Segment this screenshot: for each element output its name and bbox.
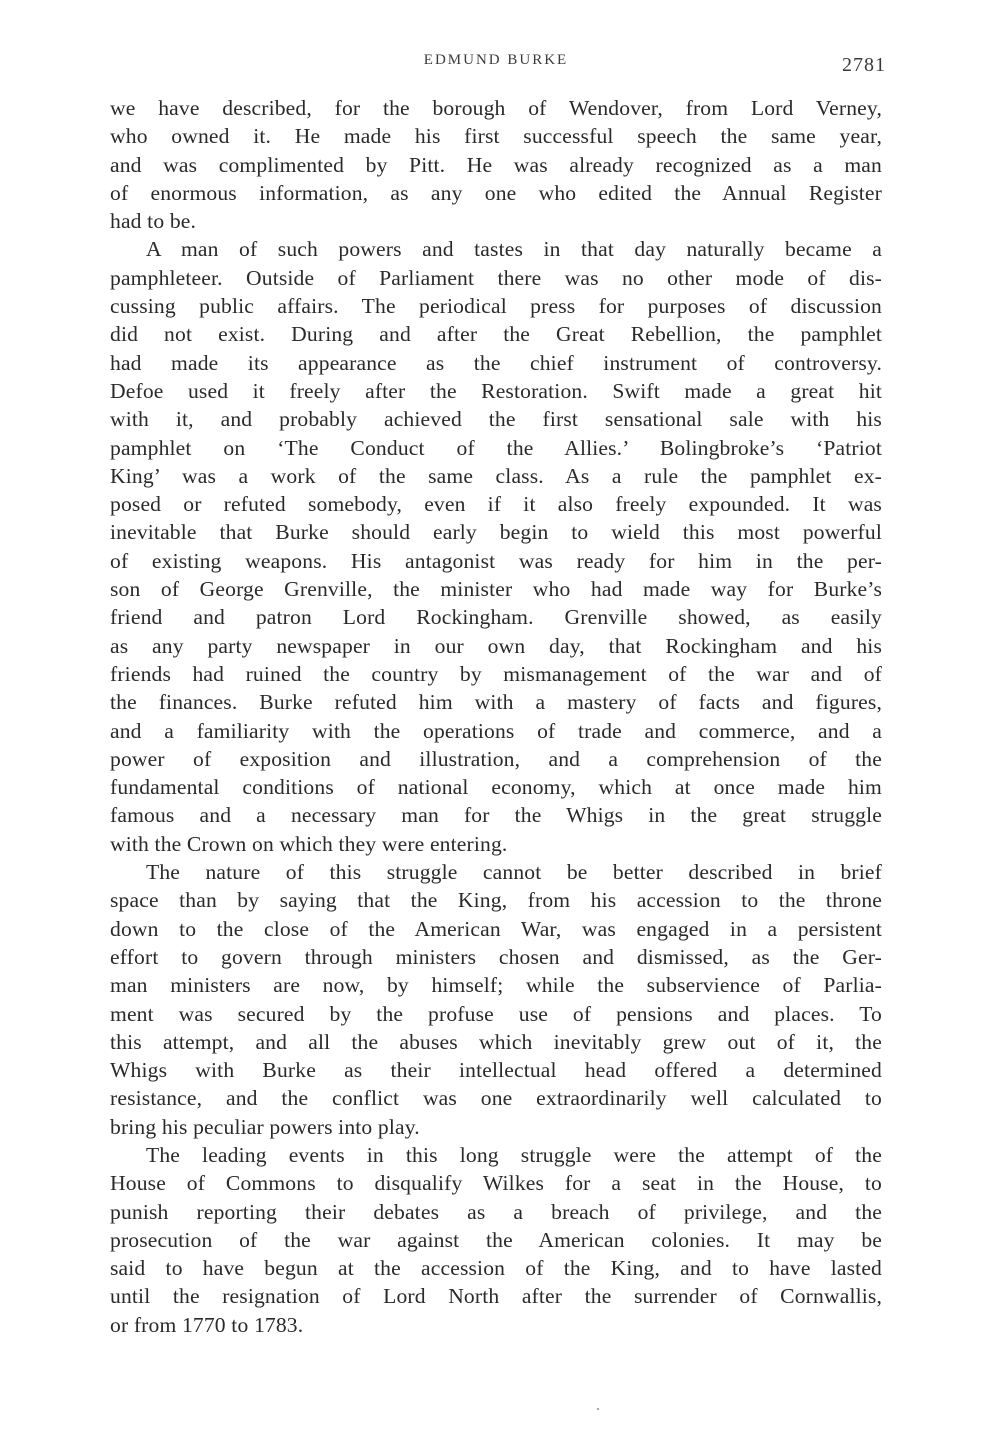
running-head [110,48,886,84]
paragraph [110,1141,882,1339]
text-line: as any party newspaper in our own day, that Rockingham and his [110,633,882,658]
text-line: said to have begun at the accession of the King, and to have lasted [110,1256,882,1281]
text-line: with it, and probably achieved the first sensational sale with his [110,407,882,432]
text-line: bring his peculiar powers into play. [110,1114,420,1139]
text-line: Whigs with Burke as their intellectual head offered a determined [110,1058,882,1083]
text-line: ment was secured by the profuse use of pensions and places. To [110,1001,882,1026]
text-line: down to the close of the American War, was engaged in a persistent [110,916,882,941]
text-line: friends had ruined the country by mismanagement of the war and of [110,661,882,686]
text-line: of existing weapons. His antagonist was ready for him in the per- [110,548,882,573]
text-line: of enormous information, as any one who edited the Annual Register [110,180,882,205]
text-line: Defoe used it freely after the Restoration. Swift made a great hit [110,378,882,403]
text-line: did not exist. During and after the Great Rebellion, the pamphlet [110,322,882,347]
text-line: who owned it. He made his first successful speech the same year, [110,124,882,149]
text-line: until the resignation of Lord North after the surrender of Cornwallis, [110,1284,882,1309]
text-line: friend and patron Lord Rockingham. Grenville showed, as easily [110,605,882,630]
text-line: had to be. [110,209,197,234]
text-line: we have described, for the borough of Wendover, from Lord Verney, [110,96,882,120]
text-line: inevitable that Burke should early begin to wield this most powerful [110,520,882,545]
text-line: punish reporting their debates as a breach of privilege, and the [110,1199,882,1224]
page-number: 2781 [842,54,886,76]
paragraph [110,235,882,858]
text-line: with the Crown on which they were entering. [110,831,508,856]
text-line: and a familiarity with the operations of trade and commerce, and a [110,718,882,743]
text-line: King’ was a work of the same class. As a rule the pamphlet ex- [110,463,882,488]
text-line: A man of such powers and tastes in that day naturally became a [146,237,882,262]
text-line: prosecution of the war against the American colonies. It may be [110,1227,882,1252]
text-line: or from 1770 to 1783. [110,1312,304,1337]
text-line: space than by saying that the King, from his accession to the throne [110,888,882,913]
paper-speck [597,1408,599,1410]
running-title: EDMUND BURKE [423,52,569,68]
text-line: posed or refuted somebody, even if it also freely expounded. It was [110,492,882,517]
text-line: son of George Grenville, the minister who had made way for Burke’s [110,577,882,602]
text-line: man ministers are now, by himself; while the subservience of Parlia- [110,973,882,998]
book-page [110,48,886,1339]
paragraph [110,94,882,235]
text-line: The nature of this struggle cannot be better described in brief [146,860,882,885]
paragraph [110,858,882,1141]
text-line: pamphleteer. Outside of Parliament there was no other mode of dis- [110,265,882,290]
body-text [110,94,882,1339]
text-line: fundamental conditions of national economy, which at once made him [110,775,882,800]
text-line: famous and a necessary man for the Whigs in the great struggle [110,803,882,828]
text-line: cussing public affairs. The periodical press for purposes of discussion [110,294,882,319]
text-line: had made its appearance as the chief instrument of controversy. [110,350,882,375]
text-line: House of Commons to disqualify Wilkes for a seat in the House, to [110,1171,882,1196]
text-line: and was complimented by Pitt. He was already recognized as a man [110,152,882,177]
text-line: the finances. Burke refuted him with a mastery of facts and figures, [110,690,882,715]
text-line: this attempt, and all the abuses which inevitably grew out of it, the [110,1029,882,1054]
text-line: power of exposition and illustration, and a comprehension of the [110,746,882,771]
text-line: resistance, and the conflict was one extraordinarily well calculated to [110,1086,882,1111]
text-line: effort to govern through ministers chosen and dismissed, as the Ger- [110,944,882,969]
text-line: The leading events in this long struggle were the attempt of the [146,1142,882,1167]
text-line: pamphlet on ‘The Conduct of the Allies.’ Bolingbroke’s ‘Patriot [110,435,882,460]
